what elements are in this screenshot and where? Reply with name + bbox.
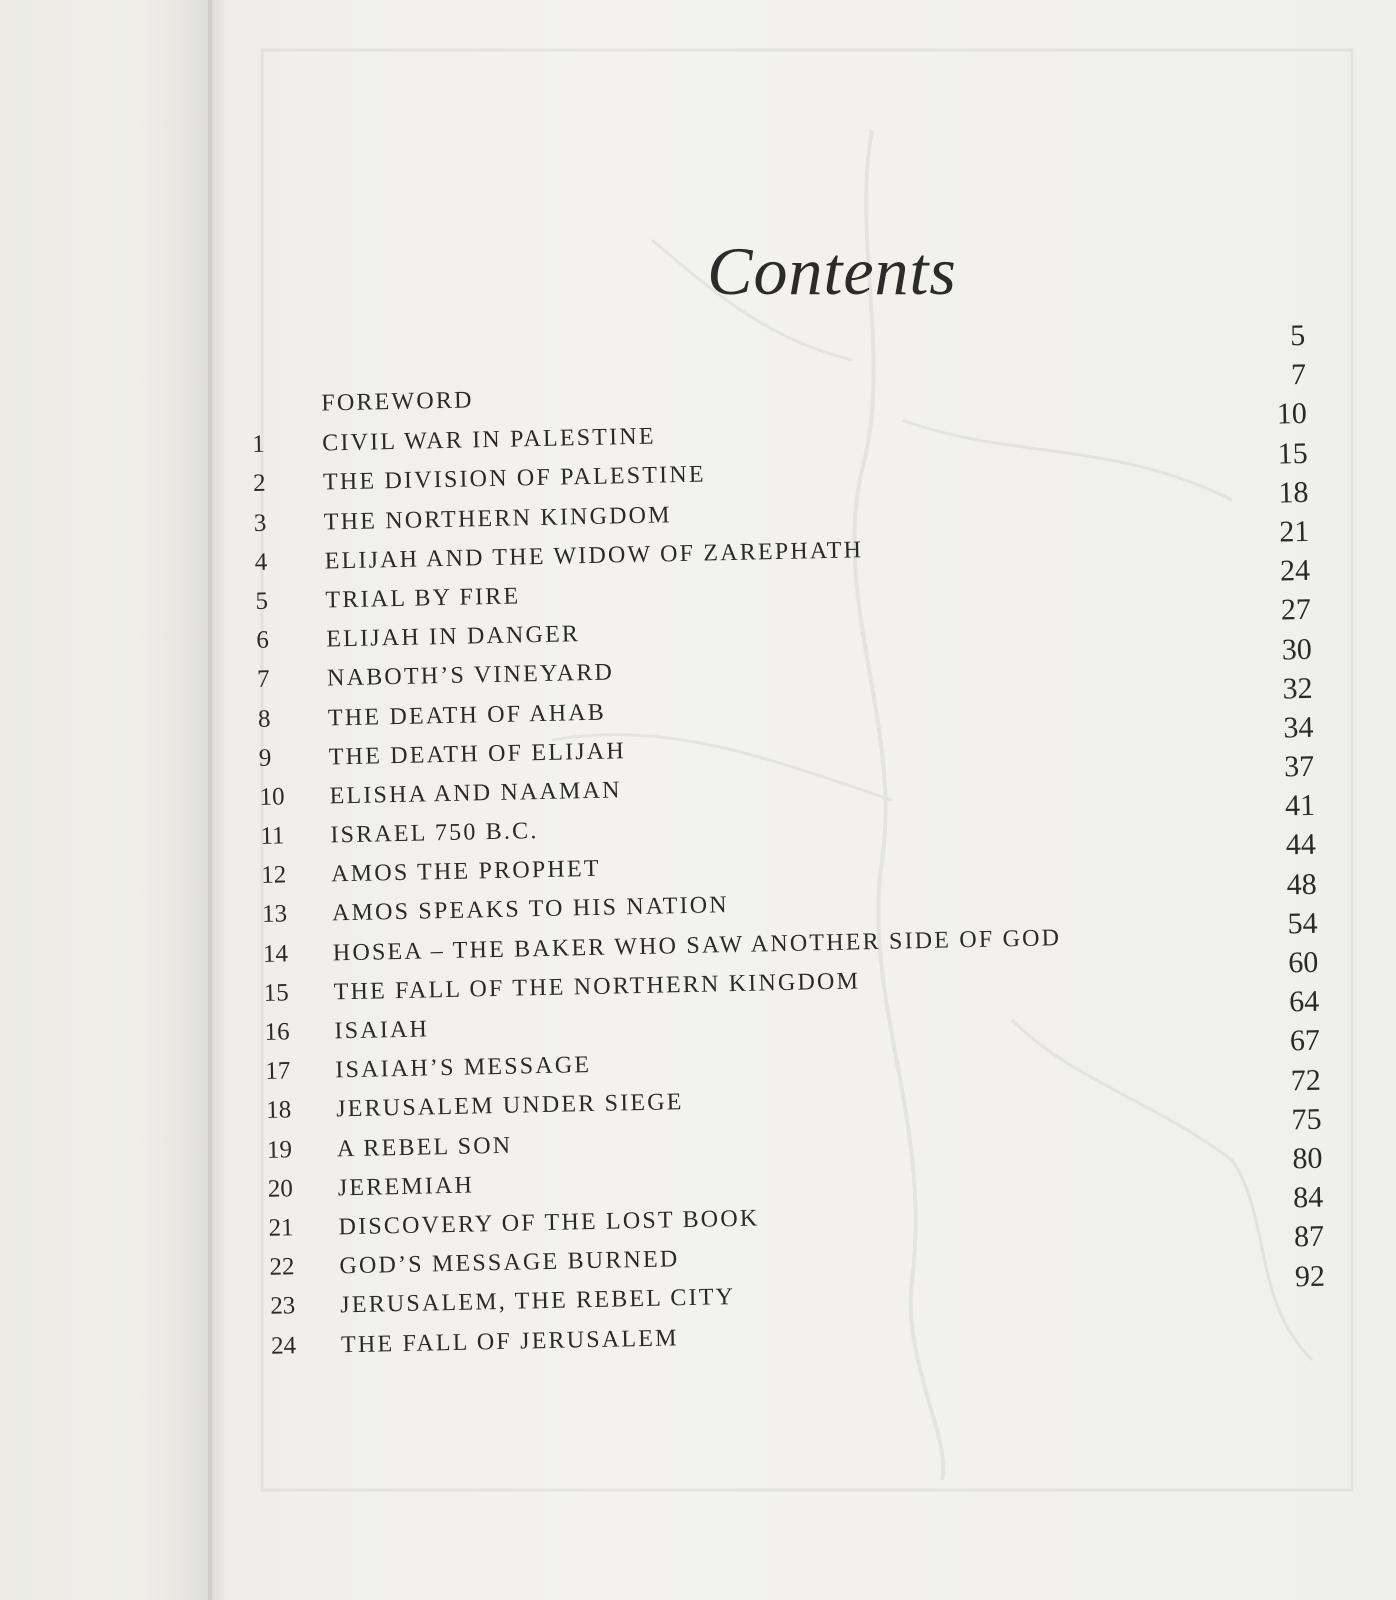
chapter-number: 3: [253, 509, 267, 537]
contents-page: [222, 0, 1396, 1600]
page-number: 30: [1281, 632, 1313, 666]
chapter-title: FOREWORD: [321, 387, 474, 417]
chapter-title: GOD’S MESSAGE BURNED: [339, 1246, 680, 1280]
chapter-number: 14: [262, 939, 289, 968]
chapter-title: ELISHA AND NAAMAN: [329, 777, 622, 810]
left-page: [0, 0, 212, 1600]
chapter-number: 15: [263, 979, 290, 1007]
page-number: 24: [1279, 553, 1311, 588]
chapter-number: 16: [264, 1018, 290, 1046]
chapter-number: 12: [260, 861, 287, 890]
page-number: 87: [1293, 1220, 1325, 1254]
page-number: 48: [1286, 867, 1318, 902]
page-title: Contents: [707, 233, 957, 309]
chapter-title: AMOS SPEAKS TO HIS NATION: [331, 892, 730, 927]
chapter-title: THE DIVISION OF PALESTINE: [322, 461, 707, 496]
chapter-number: 9: [258, 744, 272, 772]
chapter-title: ISAIAH’S MESSAGE: [335, 1052, 592, 1084]
chapter-number: 23: [270, 1292, 296, 1321]
chapter-number: 4: [254, 548, 268, 576]
chapter-title: THE FALL OF JERUSALEM: [340, 1324, 679, 1358]
page-number: 84: [1292, 1180, 1324, 1215]
chapter-title: ELIJAH AND THE WIDOW OF ZAREPHATH: [324, 536, 864, 575]
toc-entries: [251, 367, 1201, 1366]
page-number: 37: [1283, 749, 1315, 784]
chapter-title: THE DEATH OF ELIJAH: [328, 737, 627, 771]
chapter-number: 19: [266, 1135, 293, 1164]
page-number: 21: [1278, 514, 1310, 549]
page-number: 60: [1287, 945, 1319, 980]
chapter-number: [252, 411, 322, 412]
chapter-title: DISCOVERY OF THE LOST BOOK: [338, 1205, 760, 1241]
page-number: 92: [1294, 1259, 1326, 1293]
chapter-title: NABOTH’S VINEYARD: [326, 659, 615, 692]
chapter-title: A REBEL SON: [336, 1132, 513, 1162]
chapter-title: ISAIAH: [334, 1016, 430, 1045]
page-number: 64: [1288, 984, 1320, 1019]
page-number: 80: [1292, 1141, 1323, 1176]
page-number: 5: [1289, 318, 1306, 353]
chapter-title: JERUSALEM UNDER SIEGE: [335, 1089, 684, 1123]
chapter-number: 6: [256, 626, 270, 655]
chapter-number: 11: [260, 822, 285, 850]
page-number: 34: [1283, 710, 1314, 745]
chapter-title: AMOS THE PROPHET: [330, 856, 601, 888]
chapter-number: 13: [261, 900, 288, 929]
chapter-title: THE DEATH OF AHAB: [327, 699, 607, 731]
chapter-number: 22: [269, 1253, 295, 1281]
page-number: 41: [1284, 789, 1316, 823]
chapter-title: ISRAEL 750 B.C.: [330, 818, 539, 849]
page-number: 44: [1285, 828, 1317, 862]
chapter-number: 7: [256, 665, 270, 694]
page-number: 18: [1278, 475, 1309, 510]
chapter-number: 18: [265, 1096, 292, 1125]
chapter-title: HOSEA – THE BAKER WHO SAW ANOTHER SIDE OF GOD: [332, 924, 1062, 967]
chapter-title: TRIAL BY FIRE: [325, 583, 521, 614]
chapter-title: CIVIL WAR IN PALESTINE: [321, 423, 656, 457]
chapter-number: 8: [257, 705, 271, 733]
page-number: 72: [1290, 1063, 1322, 1097]
page-number-column: [1185, 316, 1325, 1298]
chapter-title: JERUSALEM, THE REBEL CITY: [340, 1284, 736, 1319]
chapter-title: THE NORTHERN KINGDOM: [323, 501, 672, 536]
chapter-number: 10: [259, 783, 285, 811]
chapter-title: ELIJAH IN DANGER: [326, 621, 581, 653]
chapter-number: 17: [265, 1057, 291, 1086]
chapter-title: JEREMIAH: [337, 1172, 475, 1202]
chapter-number: 24: [270, 1331, 297, 1360]
chapter-number: 21: [268, 1214, 294, 1242]
page-number: 7: [1290, 358, 1307, 392]
chapter-number: 5: [255, 587, 269, 615]
page-number: 54: [1287, 906, 1318, 941]
chapter-title: THE FALL OF THE NORTHERN KINGDOM: [333, 968, 861, 1006]
chapter-number: 20: [267, 1175, 294, 1203]
chapter-number: 1: [251, 430, 266, 459]
page-number: 10: [1276, 397, 1308, 431]
page-number: 32: [1282, 671, 1313, 706]
page-number: 27: [1280, 593, 1312, 627]
chapter-number: 2: [252, 470, 266, 498]
page-number: 75: [1291, 1102, 1322, 1137]
page-number: 67: [1289, 1024, 1321, 1058]
page-number: 15: [1277, 436, 1308, 471]
